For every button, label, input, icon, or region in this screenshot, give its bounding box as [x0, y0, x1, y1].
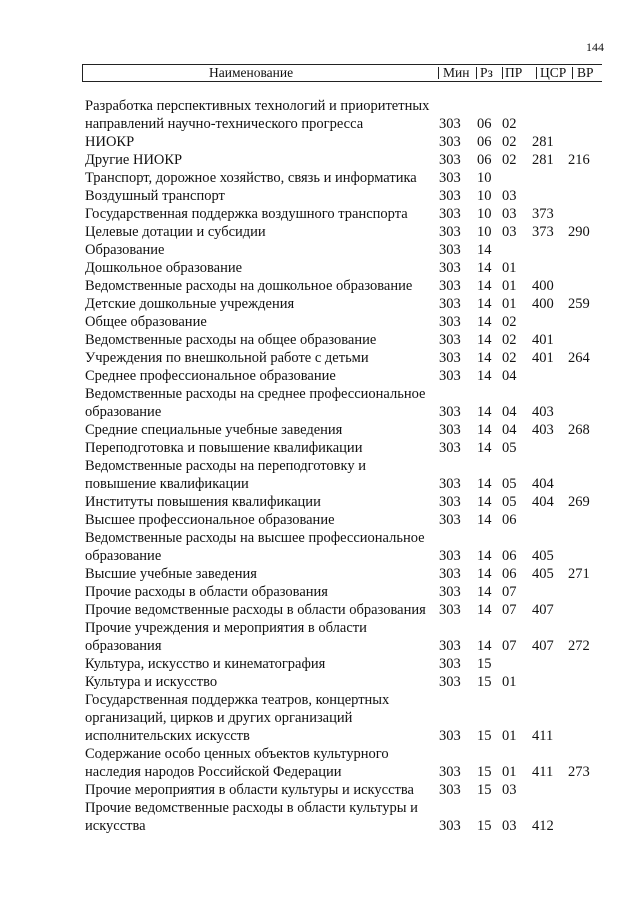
row-rz-code: 14 — [477, 494, 492, 510]
table-row — [0, 745, 640, 781]
row-name: Учреждения по внешкольной работе с детьми — [85, 350, 369, 366]
row-csr-code: 373 — [532, 206, 554, 222]
row-name: Целевые дотации и субсидии — [85, 224, 266, 240]
header-vr: ВР — [577, 65, 594, 80]
table-row — [0, 97, 640, 133]
row-pr-code: 03 — [502, 782, 517, 798]
row-name: Переподготовка и повышение квалификации — [85, 440, 363, 456]
row-pr-code: 03 — [502, 206, 517, 222]
table-row — [0, 529, 640, 565]
row-rz-code: 14 — [477, 350, 492, 366]
row-name: Ведомственные расходы на дошкольное образование — [85, 278, 413, 294]
row-min-code: 303 — [439, 278, 461, 294]
row-name: Прочие ведомственные расходы в области образования — [85, 602, 426, 618]
row-rz-code: 15 — [477, 674, 492, 690]
table-row — [0, 223, 640, 241]
row-min-code: 303 — [439, 548, 461, 564]
row-pr-code: 02 — [502, 152, 517, 168]
table-row — [0, 511, 640, 529]
row-rz-code: 10 — [477, 206, 492, 222]
row-rz-code: 14 — [477, 332, 492, 348]
row-name: Прочие учреждения и мероприятия в области образования — [85, 620, 367, 654]
row-min-code: 303 — [439, 116, 461, 132]
table-body — [0, 97, 640, 835]
table-row — [0, 691, 640, 745]
row-vr-code: 264 — [568, 350, 590, 366]
row-min-code: 303 — [439, 818, 461, 834]
row-pr-code: 02 — [502, 134, 517, 150]
header-divider — [476, 67, 477, 79]
row-pr-code: 02 — [502, 332, 517, 348]
row-vr-code: 269 — [568, 494, 590, 510]
row-min-code: 303 — [439, 512, 461, 528]
row-rz-code: 10 — [477, 188, 492, 204]
row-name: Дошкольное образование — [85, 260, 243, 276]
row-name: Прочие расходы в области образования — [85, 584, 328, 600]
row-min-code: 303 — [439, 134, 461, 150]
table-row — [0, 277, 640, 295]
header-min: Мин — [443, 65, 470, 80]
row-pr-code: 05 — [502, 494, 517, 510]
row-csr-code: 411 — [532, 728, 554, 744]
page-number: 144 — [586, 40, 604, 54]
row-rz-code: 14 — [477, 404, 492, 420]
row-name: Среднее профессиональное образование — [85, 368, 336, 384]
row-min-code: 303 — [439, 170, 461, 186]
table-row — [0, 133, 640, 151]
row-pr-code: 03 — [502, 818, 517, 834]
row-pr-code: 04 — [502, 422, 517, 438]
table-row — [0, 187, 640, 205]
row-pr-code: 07 — [502, 584, 517, 600]
row-min-code: 303 — [439, 368, 461, 384]
row-csr-code: 412 — [532, 818, 554, 834]
row-rz-code: 14 — [477, 260, 492, 276]
row-csr-code: 405 — [532, 548, 554, 564]
table-row — [0, 169, 640, 187]
row-csr-code: 403 — [532, 422, 554, 438]
table-row — [0, 241, 640, 259]
header-pr: ПР — [505, 65, 523, 80]
row-rz-code: 06 — [477, 152, 492, 168]
row-rz-code: 14 — [477, 584, 492, 600]
row-name: Другие НИОКР — [85, 152, 183, 168]
row-name: Ведомственные расходы на среднее профессиональное образование — [85, 386, 426, 420]
row-name: Ведомственные расходы на переподготовку и повышение квалификации — [85, 458, 366, 492]
row-min-code: 303 — [439, 224, 461, 240]
row-rz-code: 14 — [477, 296, 492, 312]
row-pr-code: 03 — [502, 224, 517, 240]
row-min-code: 303 — [439, 440, 461, 456]
table-row — [0, 457, 640, 493]
header-rz: Рз — [480, 65, 493, 80]
row-csr-code: 400 — [532, 278, 554, 294]
row-min-code: 303 — [439, 602, 461, 618]
row-pr-code: 05 — [502, 476, 517, 492]
table-row — [0, 151, 640, 169]
row-csr-code: 400 — [532, 296, 554, 312]
row-name: Разработка перспективных технологий и приоритетных направлений научно-технического прогресса — [85, 98, 430, 132]
row-min-code: 303 — [439, 350, 461, 366]
row-vr-code: 268 — [568, 422, 590, 438]
row-min-code: 303 — [439, 656, 461, 672]
row-min-code: 303 — [439, 296, 461, 312]
row-name: Ведомственные расходы на высшее профессиональное образование — [85, 530, 425, 564]
table-row — [0, 565, 640, 583]
row-csr-code: 404 — [532, 476, 554, 492]
row-csr-code: 401 — [532, 350, 554, 366]
row-rz-code: 14 — [477, 440, 492, 456]
row-name: Высшее профессиональное образование — [85, 512, 335, 528]
table-row — [0, 367, 640, 385]
row-pr-code: 02 — [502, 314, 517, 330]
table-row — [0, 331, 640, 349]
row-min-code: 303 — [439, 782, 461, 798]
row-csr-code: 401 — [532, 332, 554, 348]
row-min-code: 303 — [439, 404, 461, 420]
row-vr-code: 272 — [568, 638, 590, 654]
row-rz-code: 15 — [477, 656, 492, 672]
row-rz-code: 14 — [477, 566, 492, 582]
row-pr-code: 06 — [502, 566, 517, 582]
row-vr-code: 273 — [568, 764, 590, 780]
row-pr-code: 03 — [502, 188, 517, 204]
row-rz-code: 15 — [477, 728, 492, 744]
row-csr-code: 407 — [532, 602, 554, 618]
row-rz-code: 14 — [477, 278, 492, 294]
header-divider — [438, 67, 439, 79]
row-rz-code: 14 — [477, 242, 492, 258]
header-divider — [502, 67, 503, 79]
row-vr-code: 290 — [568, 224, 590, 240]
row-pr-code: 07 — [502, 602, 517, 618]
table-header — [82, 64, 602, 82]
row-pr-code: 01 — [502, 764, 517, 780]
row-min-code: 303 — [439, 314, 461, 330]
row-vr-code: 271 — [568, 566, 590, 582]
table-row — [0, 493, 640, 511]
row-min-code: 303 — [439, 494, 461, 510]
row-rz-code: 15 — [477, 764, 492, 780]
row-min-code: 303 — [439, 188, 461, 204]
row-csr-code: 281 — [532, 152, 554, 168]
table-row — [0, 799, 640, 835]
row-min-code: 303 — [439, 728, 461, 744]
row-pr-code: 01 — [502, 728, 517, 744]
row-rz-code: 14 — [477, 602, 492, 618]
row-pr-code: 02 — [502, 350, 517, 366]
table-row — [0, 601, 640, 619]
row-name: Общее образование — [85, 314, 207, 330]
row-csr-code: 405 — [532, 566, 554, 582]
row-name: Содержание особо ценных объектов культурного наследия народов Российской Федерации — [85, 746, 389, 780]
row-rz-code: 15 — [477, 818, 492, 834]
row-name: Высшие учебные заведения — [85, 566, 257, 582]
row-name: Воздушный транспорт — [85, 188, 225, 204]
row-rz-code: 06 — [477, 116, 492, 132]
row-rz-code: 14 — [477, 512, 492, 528]
row-rz-code: 06 — [477, 134, 492, 150]
table-row — [0, 385, 640, 421]
row-min-code: 303 — [439, 332, 461, 348]
row-name: Средние специальные учебные заведения — [85, 422, 343, 438]
row-name: Государственная поддержка театров, концертных организаций, цирков и других организаций исполнительских искусств — [85, 692, 390, 744]
row-min-code: 303 — [439, 476, 461, 492]
table-row — [0, 781, 640, 799]
row-csr-code: 373 — [532, 224, 554, 240]
table-row — [0, 439, 640, 457]
row-pr-code: 07 — [502, 638, 517, 654]
table-row — [0, 313, 640, 331]
row-name: Прочие мероприятия в области культуры и искусства — [85, 782, 414, 798]
header-csr: ЦСР — [540, 65, 567, 80]
table-row — [0, 673, 640, 691]
row-name: Институты повышения квалификации — [85, 494, 321, 510]
row-pr-code: 01 — [502, 278, 517, 294]
row-rz-code: 10 — [477, 170, 492, 186]
row-name: НИОКР — [85, 134, 135, 150]
row-name: Ведомственные расходы на общее образование — [85, 332, 377, 348]
row-rz-code: 15 — [477, 782, 492, 798]
row-name: Прочие ведомственные расходы в области культуры и искусства — [85, 800, 418, 834]
row-vr-code: 259 — [568, 296, 590, 312]
row-min-code: 303 — [439, 674, 461, 690]
row-name: Транспорт, дорожное хозяйство, связь и информатика — [85, 170, 417, 186]
table-row — [0, 349, 640, 367]
row-name: Образование — [85, 242, 165, 258]
row-pr-code: 01 — [502, 296, 517, 312]
header-divider — [572, 67, 573, 79]
row-rz-code: 14 — [477, 476, 492, 492]
row-csr-code: 281 — [532, 134, 554, 150]
row-rz-code: 14 — [477, 314, 492, 330]
row-min-code: 303 — [439, 242, 461, 258]
row-pr-code: 06 — [502, 512, 517, 528]
row-min-code: 303 — [439, 638, 461, 654]
row-name: Государственная поддержка воздушного транспорта — [85, 206, 408, 222]
table-row — [0, 619, 640, 655]
row-pr-code: 04 — [502, 404, 517, 420]
row-csr-code: 404 — [532, 494, 554, 510]
table-row — [0, 655, 640, 673]
row-min-code: 303 — [439, 422, 461, 438]
row-name: Детские дошкольные учреждения — [85, 296, 295, 312]
row-pr-code: 06 — [502, 548, 517, 564]
row-pr-code: 02 — [502, 116, 517, 132]
row-min-code: 303 — [439, 206, 461, 222]
row-pr-code: 04 — [502, 368, 517, 384]
row-pr-code: 01 — [502, 674, 517, 690]
row-rz-code: 14 — [477, 368, 492, 384]
row-min-code: 303 — [439, 152, 461, 168]
table-row — [0, 259, 640, 277]
table-row — [0, 295, 640, 313]
row-csr-code: 411 — [532, 764, 554, 780]
table-row — [0, 583, 640, 601]
row-rz-code: 10 — [477, 224, 492, 240]
row-min-code: 303 — [439, 764, 461, 780]
row-name: Культура, искусство и кинематография — [85, 656, 326, 672]
header-divider — [536, 67, 537, 79]
table-row — [0, 205, 640, 223]
table-row — [0, 421, 640, 439]
header-name: Наименование — [209, 65, 294, 80]
row-name: Культура и искусство — [85, 674, 218, 690]
row-csr-code: 403 — [532, 404, 554, 420]
row-rz-code: 14 — [477, 638, 492, 654]
row-min-code: 303 — [439, 260, 461, 276]
row-min-code: 303 — [439, 584, 461, 600]
row-pr-code: 05 — [502, 440, 517, 456]
row-rz-code: 14 — [477, 548, 492, 564]
row-pr-code: 01 — [502, 260, 517, 276]
row-rz-code: 14 — [477, 422, 492, 438]
row-csr-code: 407 — [532, 638, 554, 654]
row-min-code: 303 — [439, 566, 461, 582]
row-vr-code: 216 — [568, 152, 590, 168]
